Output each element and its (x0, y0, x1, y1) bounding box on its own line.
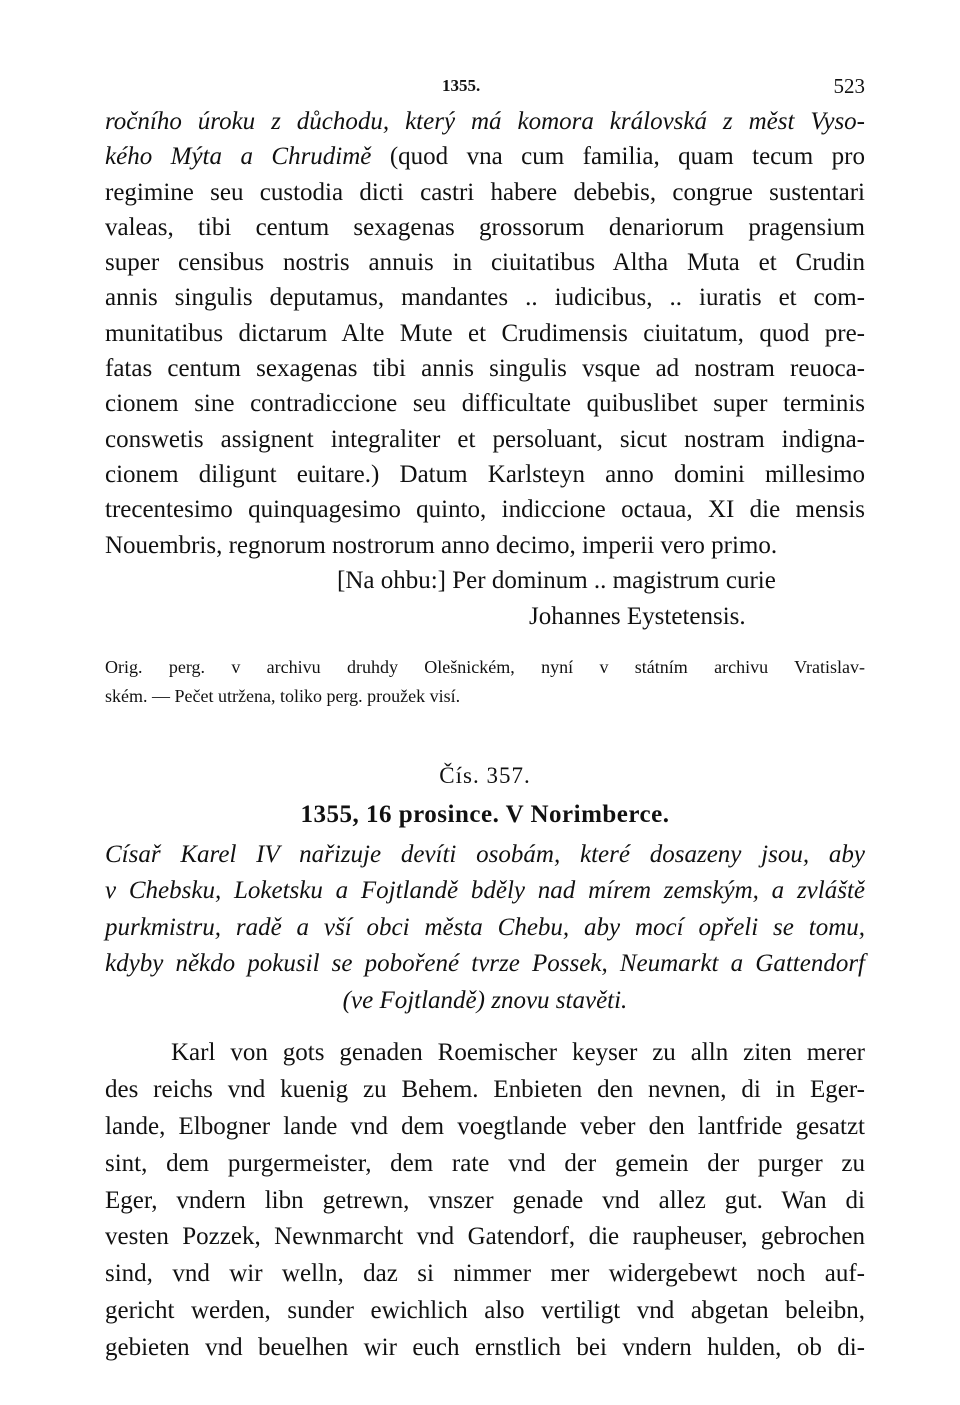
body-line: gebieten vnd beuelhen wir euch ernstlich bei vndern hulden, ob di- (105, 1333, 865, 1361)
text-line (105, 210, 865, 245)
running-header (105, 70, 865, 104)
summary-line: (ve Fojtlandě) znovu stavěti. (342, 986, 628, 1014)
text-line (105, 245, 865, 280)
endorsement-name: Johannes Eystetensis. (529, 602, 746, 630)
regular-text: valeas, tibi centum sexagenas grossorum denariorum pragensium (105, 213, 865, 241)
czech-summary (105, 837, 865, 1020)
page (105, 70, 865, 1367)
archival-note (105, 653, 865, 711)
text-line (105, 422, 865, 457)
text-line (105, 139, 865, 174)
regular-text: munitatibus dictarum Alte Mute et Crudimensis ciuitatum, quod pre- (105, 319, 865, 347)
text-line (105, 528, 865, 563)
regular-text: trecentesimo quinquagesimo quinto, indiccione octaua, XI die mensis (105, 496, 865, 524)
regular-text: annis singulis deputamus, mandantes .. iudicibus, .. iuratis et com- (105, 284, 865, 312)
regular-text: cionem sine contradiccione seu difficultate quibuslibet super terminis (105, 390, 865, 418)
german-charter-text (105, 1035, 865, 1366)
body-line: lande, Elbogner lande vnd dem voegtlande veber den lantfride gesatzt (105, 1112, 865, 1140)
text-line (105, 175, 865, 210)
body-line: des reichs vnd kuenig zu Behem. Enbieten den nevnen, di in Eger- (105, 1076, 865, 1104)
regular-text: cionem diligunt euitare.) Datum Karlsteyn anno domini millesimo (105, 460, 865, 488)
body-line: sint, dem purgermeister, dem rate vnd der gemein der purger zu (105, 1149, 865, 1177)
text-line (105, 280, 865, 315)
paragraph-latin-charter (105, 104, 865, 563)
note-line: ském. — Pečet utržena, toliko perg. proužek visí. (105, 685, 461, 706)
text-line (105, 457, 865, 492)
document-number: Čís. 357. (439, 762, 531, 788)
regular-text: conswetis assignent integraliter et persoluant, sicut nostram indigna- (105, 425, 865, 453)
text-line (105, 492, 865, 527)
body-line: Karl von gots genaden Roemischer keyser zu alln ziten merer (171, 1039, 865, 1067)
text-line (105, 316, 865, 351)
text-line (105, 386, 865, 421)
body-line: gericht werden, sunder ewichlich also vertiligt vnd abgetan beleibn, (105, 1296, 865, 1324)
document-dateline: 1355, 16 prosince. V Norimberce. (300, 800, 670, 828)
endorsement (105, 563, 865, 635)
regular-text: (quod vna cum familia, quam tecum pro (371, 143, 865, 171)
page-number: 523 (833, 74, 865, 98)
endorsement-line: [Na ohbu:] Per dominum .. magistrum curie (337, 566, 776, 594)
regular-text: super censibus nostris annuis in ciuitatibus Altha Muta et Crudin (105, 249, 865, 277)
body-line: vesten Pozzek, Newnmarcht vnd Gatendorf, die raupheuser, gebrochen (105, 1223, 865, 1251)
italic-text: kého Mýta a Chrudimě (105, 143, 372, 171)
summary-line: purkmistru, radě a vší obci města Chebu, aby mocí opřeli se tomu, (105, 913, 865, 941)
body-line: Eger, vndern libn getrewn, vnszer genade vnd allez gut. Wan di (105, 1186, 865, 1214)
italic-text: ročního úroku z důchodu, který má komora královská z měst Vyso- (105, 108, 865, 135)
note-line: Orig. perg. v archivu druhdy Olešnickém, nyní v státním archivu Vratislav- (105, 656, 865, 677)
regular-text: Nouembris, regnorum nostrorum anno decimo, imperii vero primo. (105, 531, 778, 559)
header-year: 1355. (442, 76, 481, 95)
body-line: sind, vnd wir welln, daz si nimmer mer widergebewt noch auf- (105, 1260, 865, 1288)
text-line (105, 351, 865, 386)
summary-line: v Chebsku, Loketsku a Fojtlandě bděly nad mírem zemským, a zvláště (105, 877, 865, 905)
text-line (105, 104, 865, 139)
summary-line: kdyby někdo pokusil se pobořené tvrze Possek, Neumarkt a Gattendorf (105, 950, 865, 978)
regular-text: fatas centum sexagenas tibi annis singulis vsque ad nostram reuoca- (105, 355, 865, 383)
summary-line: Císař Karel IV nařizuje devíti osobám, které dosazeny jsou, aby (105, 840, 865, 868)
regular-text: regimine seu custodia dicti castri habere debebis, congrue sustentari (105, 178, 865, 206)
